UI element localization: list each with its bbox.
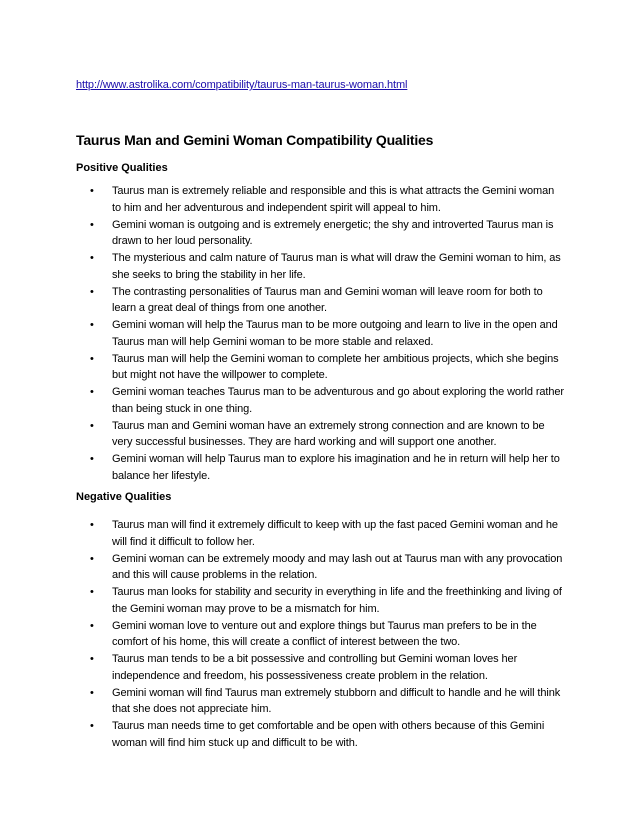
bullet-icon: • [90, 252, 94, 264]
list-item-text: Taurus man will help the Gemini woman to complete her ambitious projects, which she begins but might not have the willpower to complete. [112, 352, 559, 381]
list-item [0, 685, 564, 718]
list-item-text: Taurus man is extremely reliable and responsible and this is what attracts the Gemini woman to him and her adventurous and independent spirit will appeal to him. [112, 185, 555, 214]
list-item-text: Gemini woman is outgoing and is extremely energetic; the shy and introverted Taurus man is drawn to her loud personality. [112, 218, 554, 247]
list-item-text: Gemini woman teaches Taurus man to be adventurous and go about exploring the world rather than being stuck in one thing. [112, 386, 564, 415]
negative-qualities-heading: Negative Qualities [76, 491, 172, 503]
source-link[interactable]: http://www.astrolika.com/compatibility/taurus-man-taurus-woman.html [76, 79, 408, 91]
list-item-text: Gemini woman love to venture out and explore things but Taurus man prefers to be in the comfort of his home, this will create a conflict of interest between the two. [112, 619, 537, 648]
list-item [0, 651, 564, 684]
list-item [0, 517, 564, 550]
list-item-text: Taurus man looks for stability and security in everything in life and the freethinking and living of the Gemini woman may prove to be a mismatch for him. [112, 586, 562, 615]
list-item [0, 551, 564, 584]
list-item [0, 584, 564, 617]
bullet-icon: • [90, 619, 94, 632]
bullet-icon: • [90, 386, 94, 398]
bullet-icon: • [90, 686, 94, 699]
list-item [0, 718, 564, 751]
bullet-icon: • [90, 552, 94, 565]
bullet-icon: • [90, 419, 94, 432]
list-item-text: Gemini woman will find Taurus man extremely stubborn and difficult to handle and he will think that she does not appreciate him. [112, 686, 561, 715]
list-item [0, 451, 564, 484]
list-item-text: Gemini woman can be extremely moody and may lash out at Taurus man with any provocation and this will cause problems in the relation. [112, 552, 563, 581]
bullet-icon: • [90, 519, 94, 531]
list-item [0, 618, 564, 651]
list-item-text: Taurus man needs time to get comfortable and be open with others because of this Gemini woman will find him stuck up and difficult to be with. [112, 720, 545, 749]
positive-qualities-list [0, 183, 638, 485]
list-item-text: Taurus man will find it extremely difficult to keep with up the fast paced Gemini woman and he will find it difficult to follow her. [112, 519, 558, 548]
list-item [0, 418, 564, 451]
negative-qualities-list [0, 517, 638, 752]
bullet-icon: • [90, 586, 94, 598]
bullet-icon: • [90, 319, 94, 331]
list-item [0, 284, 564, 317]
list-item [0, 250, 564, 283]
bullet-icon: • [90, 453, 94, 465]
list-item-text: Taurus man and Gemini woman have an extremely strong connection and are known to be very successful businesses. They are hard working and will support one another. [112, 419, 545, 448]
list-item-text: The mysterious and calm nature of Taurus man is what will draw the Gemini woman to him, as she seeks to bring the stability in her life. [112, 252, 561, 281]
document-title: Taurus Man and Gemini Woman Compatibility Qualities [76, 132, 434, 148]
list-item-text: The contrasting personalities of Taurus man and Gemini woman will leave room for both to learn a great deal of things from one another. [112, 285, 543, 314]
list-item [0, 217, 564, 250]
list-item-text: Taurus man tends to be a bit possessive and controlling but Gemini woman loves her independence and freedom, his possessiveness create problem in the relation. [112, 653, 518, 682]
list-item [0, 351, 564, 384]
bullet-icon: • [90, 185, 94, 197]
list-item [0, 183, 564, 216]
bullet-icon: • [90, 285, 94, 298]
list-item [0, 317, 564, 350]
list-item [0, 384, 564, 417]
list-item-text: Gemini woman will help Taurus man to explore his imagination and he in return will help her to balance her lifestyle. [112, 453, 560, 482]
bullet-icon: • [90, 352, 94, 365]
list-item-text: Gemini woman will help the Taurus man to be more outgoing and learn to live in the open and Taurus man will help Gemini woman to be more stable and relaxed. [112, 319, 558, 348]
bullet-icon: • [90, 218, 94, 231]
bullet-icon: • [90, 653, 94, 665]
bullet-icon: • [90, 720, 94, 732]
positive-qualities-heading: Positive Qualities [76, 162, 168, 174]
